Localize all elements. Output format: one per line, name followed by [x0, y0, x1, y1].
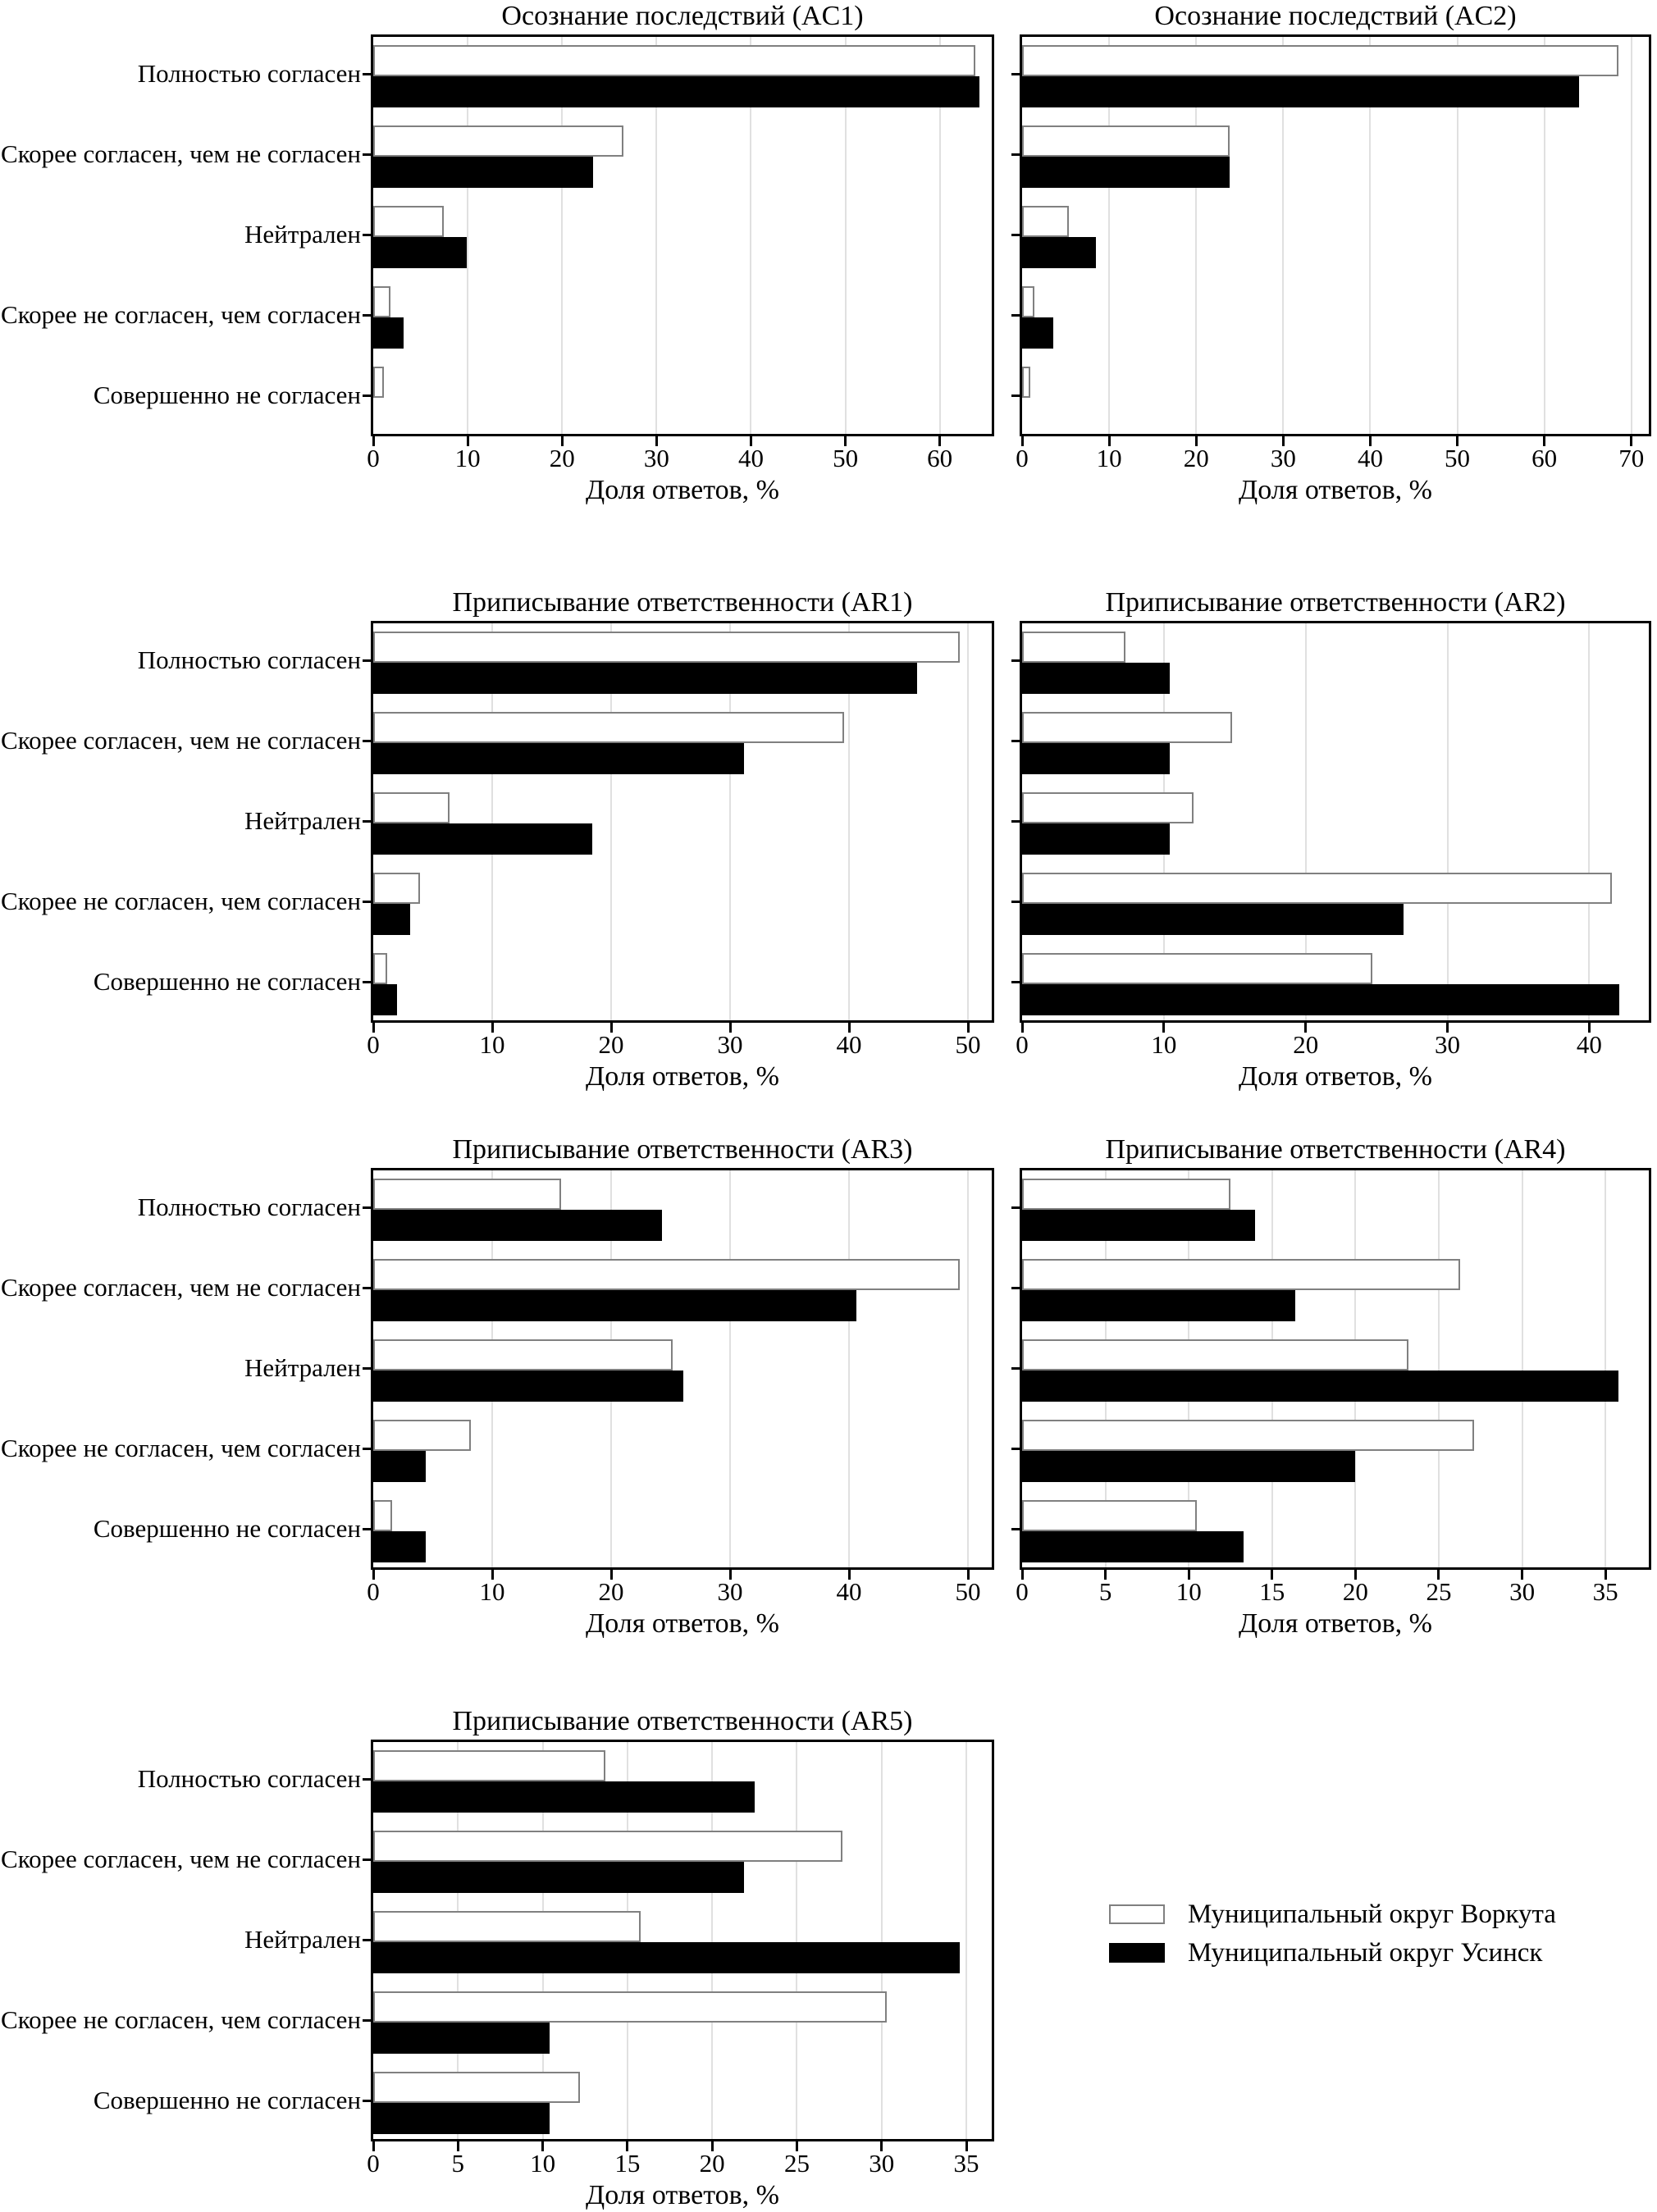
bar-usinsk	[1022, 317, 1053, 349]
category-label: Скорее не согласен, чем согласен	[1, 887, 361, 915]
plot-area-AR1	[371, 621, 994, 1023]
bar-vorkuta	[373, 632, 960, 663]
x-axis-label-AC1: Доля ответов, %	[586, 475, 779, 505]
plot-area-AC2	[1020, 34, 1651, 436]
x-tick-label: 50	[833, 444, 859, 472]
y-tick-mark	[1011, 1528, 1020, 1530]
legend-swatch-usinsk	[1109, 1943, 1165, 1963]
bar-usinsk	[373, 1942, 960, 1973]
x-tick-label: 0	[367, 2149, 380, 2178]
x-tick-label: 20	[699, 2149, 725, 2178]
bar-vorkuta	[373, 1911, 641, 1942]
x-tick-label: 70	[1618, 444, 1645, 472]
bar-vorkuta	[1022, 1500, 1197, 1531]
x-tick-label: 40	[836, 1577, 862, 1606]
x-tick-label: 10	[1175, 1577, 1202, 1606]
bar-usinsk	[1022, 1290, 1295, 1321]
bar-vorkuta	[373, 1339, 673, 1371]
y-tick-mark	[1011, 820, 1020, 823]
category-label: Скорее согласен, чем не согласен	[1, 1273, 361, 1302]
plot-area-AR5	[371, 1740, 994, 2141]
y-tick-mark	[363, 1528, 371, 1530]
x-tick-label: 10	[1096, 444, 1122, 472]
y-tick-mark	[1011, 740, 1020, 742]
x-tick-label: 30	[717, 1577, 743, 1606]
gridline	[1522, 1170, 1523, 1567]
y-tick-mark	[363, 1859, 371, 1861]
category-label: Скорее согласен, чем не согласен	[1, 1845, 361, 1873]
y-tick-mark	[1011, 153, 1020, 156]
bar-vorkuta	[373, 953, 387, 984]
bar-vorkuta	[373, 206, 444, 237]
bar-usinsk	[1022, 1371, 1618, 1402]
y-tick-mark	[363, 153, 371, 156]
gridline	[1438, 1170, 1440, 1567]
x-tick-label: 5	[1098, 1577, 1112, 1606]
bar-usinsk	[373, 317, 404, 349]
category-label: Скорее не согласен, чем согласен	[1, 1434, 361, 1462]
category-label: Полностью согласен	[137, 59, 361, 88]
x-axis-label-AC2: Доля ответов, %	[1239, 475, 1432, 505]
bar-vorkuta	[1022, 873, 1612, 904]
y-tick-mark	[363, 1448, 371, 1450]
bar-usinsk	[373, 157, 593, 188]
x-tick-label: 25	[1426, 1577, 1452, 1606]
x-tick-label: 15	[1259, 1577, 1285, 1606]
chart-title-AC1: Осознание последствий (AC1)	[501, 1, 864, 31]
category-label: Нейтрален	[244, 220, 361, 249]
bar-vorkuta	[1022, 953, 1372, 984]
bar-usinsk	[373, 76, 979, 107]
bar-vorkuta	[373, 286, 390, 317]
bar-vorkuta	[373, 1991, 887, 2023]
bar-vorkuta	[1022, 1259, 1460, 1290]
y-tick-mark	[1011, 901, 1020, 903]
y-tick-mark	[363, 740, 371, 742]
chart-title-AR4: Приписывание ответственности (AR4)	[1105, 1134, 1566, 1165]
bar-vorkuta	[373, 1750, 605, 1781]
y-tick-mark	[363, 234, 371, 236]
bar-usinsk	[373, 2103, 550, 2134]
x-tick-label: 50	[955, 1030, 981, 1059]
x-tick-label: 5	[451, 2149, 465, 2178]
category-label: Полностью согласен	[137, 1193, 361, 1221]
bar-vorkuta	[373, 873, 420, 904]
bar-vorkuta	[373, 1259, 960, 1290]
bar-usinsk	[373, 904, 410, 935]
x-tick-label: 30	[643, 444, 669, 472]
category-label: Скорее не согласен, чем согласен	[1, 300, 361, 329]
category-label: Нейтрален	[244, 1925, 361, 1954]
bar-usinsk	[1022, 904, 1404, 935]
bar-usinsk	[373, 1451, 426, 1482]
x-tick-label: 35	[1592, 1577, 1618, 1606]
legend-label: Муниципальный округ Воркута	[1188, 1900, 1556, 1929]
y-tick-mark	[363, 659, 371, 662]
y-tick-mark	[363, 820, 371, 823]
x-tick-label: 30	[717, 1030, 743, 1059]
y-tick-mark	[363, 395, 371, 397]
gridline	[1588, 623, 1590, 1020]
x-tick-label: 30	[1509, 1577, 1536, 1606]
chart-title-AR3: Приписывание ответственности (AR3)	[452, 1134, 913, 1165]
gridline	[1631, 37, 1632, 434]
bar-usinsk	[373, 823, 592, 855]
bar-usinsk	[373, 1781, 755, 1813]
x-axis-label-AR1: Доля ответов, %	[586, 1061, 779, 1092]
legend-swatch-vorkuta	[1109, 1904, 1165, 1924]
y-tick-mark	[363, 1287, 371, 1289]
bar-usinsk	[1022, 663, 1170, 694]
x-tick-label: 40	[737, 444, 764, 472]
y-tick-mark	[1011, 234, 1020, 236]
category-label: Нейтрален	[244, 1353, 361, 1382]
bar-usinsk	[373, 1371, 683, 1402]
x-tick-label: 30	[869, 2149, 895, 2178]
y-tick-mark	[363, 73, 371, 75]
bar-vorkuta	[1022, 367, 1030, 398]
gridline	[967, 1170, 969, 1567]
y-tick-mark	[1011, 395, 1020, 397]
bar-usinsk	[1022, 76, 1579, 107]
bar-usinsk	[1022, 1210, 1255, 1241]
x-tick-label: 0	[1016, 444, 1029, 472]
y-tick-mark	[363, 901, 371, 903]
x-tick-label: 20	[1293, 1030, 1319, 1059]
chart-title-AR2: Приписывание ответственности (AR2)	[1105, 587, 1566, 618]
bar-usinsk	[1022, 1451, 1355, 1482]
y-tick-mark	[1011, 1287, 1020, 1289]
x-tick-label: 35	[953, 2149, 979, 2178]
plot-area-AC1	[371, 34, 994, 436]
bar-vorkuta	[1022, 206, 1069, 237]
gridline	[881, 1742, 883, 2139]
bar-usinsk	[373, 237, 467, 268]
gridline	[1605, 1170, 1606, 1567]
legend-label: Муниципальный округ Усинск	[1188, 1938, 1543, 1968]
bar-usinsk	[373, 1210, 662, 1241]
y-tick-mark	[363, 1206, 371, 1209]
x-tick-label: 20	[1183, 444, 1209, 472]
x-axis-label-AR5: Доля ответов, %	[586, 2180, 779, 2210]
y-tick-mark	[1011, 73, 1020, 75]
x-tick-label: 10	[479, 1030, 505, 1059]
bar-vorkuta	[373, 712, 844, 743]
plot-area-AR4	[1020, 1168, 1651, 1570]
x-tick-label: 10	[454, 444, 481, 472]
bar-usinsk	[373, 984, 397, 1015]
plot-area-AR3	[371, 1168, 994, 1570]
x-tick-label: 30	[1270, 444, 1296, 472]
chart-title-AR1: Приписывание ответственности (AR1)	[452, 587, 913, 618]
x-tick-label: 40	[836, 1030, 862, 1059]
bar-vorkuta	[373, 1500, 392, 1531]
x-axis-label-AR4: Доля ответов, %	[1239, 1608, 1432, 1639]
y-tick-mark	[363, 314, 371, 317]
x-tick-label: 10	[1151, 1030, 1177, 1059]
x-tick-label: 10	[530, 2149, 556, 2178]
x-tick-label: 30	[1435, 1030, 1461, 1059]
category-label: Полностью согласен	[137, 1764, 361, 1793]
x-tick-label: 60	[927, 444, 953, 472]
category-label: Совершенно не согласен	[93, 967, 361, 996]
bar-usinsk	[373, 663, 917, 694]
y-tick-mark	[363, 1367, 371, 1370]
x-tick-label: 15	[614, 2149, 641, 2178]
gridline	[967, 623, 969, 1020]
bar-usinsk	[1022, 1531, 1244, 1562]
bar-vorkuta	[373, 367, 384, 398]
bar-vorkuta	[1022, 1420, 1474, 1451]
x-axis-label-AR3: Доля ответов, %	[586, 1608, 779, 1639]
bar-vorkuta	[1022, 45, 1618, 76]
bar-usinsk	[373, 743, 744, 774]
x-tick-label: 20	[598, 1030, 624, 1059]
x-tick-label: 10	[479, 1577, 505, 1606]
bar-vorkuta	[1022, 125, 1230, 157]
y-tick-mark	[363, 1778, 371, 1781]
bar-vorkuta	[1022, 792, 1194, 823]
x-tick-label: 40	[1357, 444, 1383, 472]
gridline	[848, 1170, 850, 1567]
bar-usinsk	[1022, 237, 1096, 268]
y-tick-mark	[1011, 981, 1020, 983]
gridline	[965, 1742, 967, 2139]
bar-usinsk	[1022, 157, 1230, 188]
y-tick-mark	[363, 2100, 371, 2102]
category-label: Полностью согласен	[137, 645, 361, 674]
x-tick-label: 40	[1576, 1030, 1602, 1059]
bar-vorkuta	[373, 1420, 471, 1451]
y-tick-mark	[1011, 1367, 1020, 1370]
x-tick-label: 60	[1531, 444, 1558, 472]
x-tick-label: 0	[1016, 1577, 1029, 1606]
x-tick-label: 0	[367, 444, 380, 472]
x-tick-label: 50	[955, 1577, 981, 1606]
category-label: Скорее согласен, чем не согласен	[1, 139, 361, 168]
category-label: Совершенно не согласен	[93, 2086, 361, 2114]
x-axis-label-AR2: Доля ответов, %	[1239, 1061, 1432, 1092]
x-tick-label: 0	[367, 1030, 380, 1059]
gridline	[796, 1742, 797, 2139]
bar-vorkuta	[1022, 632, 1125, 663]
x-tick-label: 0	[367, 1577, 380, 1606]
y-tick-mark	[1011, 659, 1020, 662]
bar-vorkuta	[1022, 286, 1034, 317]
chart-title-AR5: Приписывание ответственности (AR5)	[452, 1706, 913, 1736]
bar-usinsk	[373, 2023, 550, 2054]
y-tick-mark	[363, 1939, 371, 1941]
x-tick-label: 50	[1445, 444, 1471, 472]
x-tick-label: 25	[783, 2149, 810, 2178]
bar-vorkuta	[373, 125, 623, 157]
bar-vorkuta	[373, 1831, 842, 1862]
bar-vorkuta	[1022, 1339, 1408, 1371]
bar-usinsk	[373, 1531, 426, 1562]
category-label: Совершенно не согласен	[93, 381, 361, 409]
x-tick-label: 20	[549, 444, 575, 472]
bar-usinsk	[373, 1290, 856, 1321]
plot-area-AR2	[1020, 621, 1651, 1023]
bar-usinsk	[373, 1862, 744, 1893]
x-tick-label: 20	[1342, 1577, 1368, 1606]
y-tick-mark	[363, 981, 371, 983]
bar-usinsk	[1022, 823, 1170, 855]
bar-vorkuta	[1022, 1179, 1230, 1210]
category-label: Нейтрален	[244, 806, 361, 835]
category-label: Скорее не согласен, чем согласен	[1, 2005, 361, 2034]
category-label: Совершенно не согласен	[93, 1514, 361, 1543]
y-tick-mark	[363, 2019, 371, 2022]
x-tick-label: 0	[1016, 1030, 1029, 1059]
chart-title-AC2: Осознание последствий (AC2)	[1154, 1, 1517, 31]
gridline	[1447, 623, 1449, 1020]
x-tick-label: 20	[598, 1577, 624, 1606]
bar-vorkuta	[373, 45, 975, 76]
bar-usinsk	[1022, 984, 1619, 1015]
gridline	[729, 1170, 731, 1567]
bar-vorkuta	[373, 792, 450, 823]
y-tick-mark	[1011, 314, 1020, 317]
y-tick-mark	[1011, 1448, 1020, 1450]
y-tick-mark	[1011, 1206, 1020, 1209]
category-label: Скорее согласен, чем не согласен	[1, 726, 361, 755]
bar-vorkuta	[373, 2072, 580, 2103]
bar-vorkuta	[373, 1179, 561, 1210]
bar-vorkuta	[1022, 712, 1232, 743]
bar-usinsk	[1022, 743, 1170, 774]
